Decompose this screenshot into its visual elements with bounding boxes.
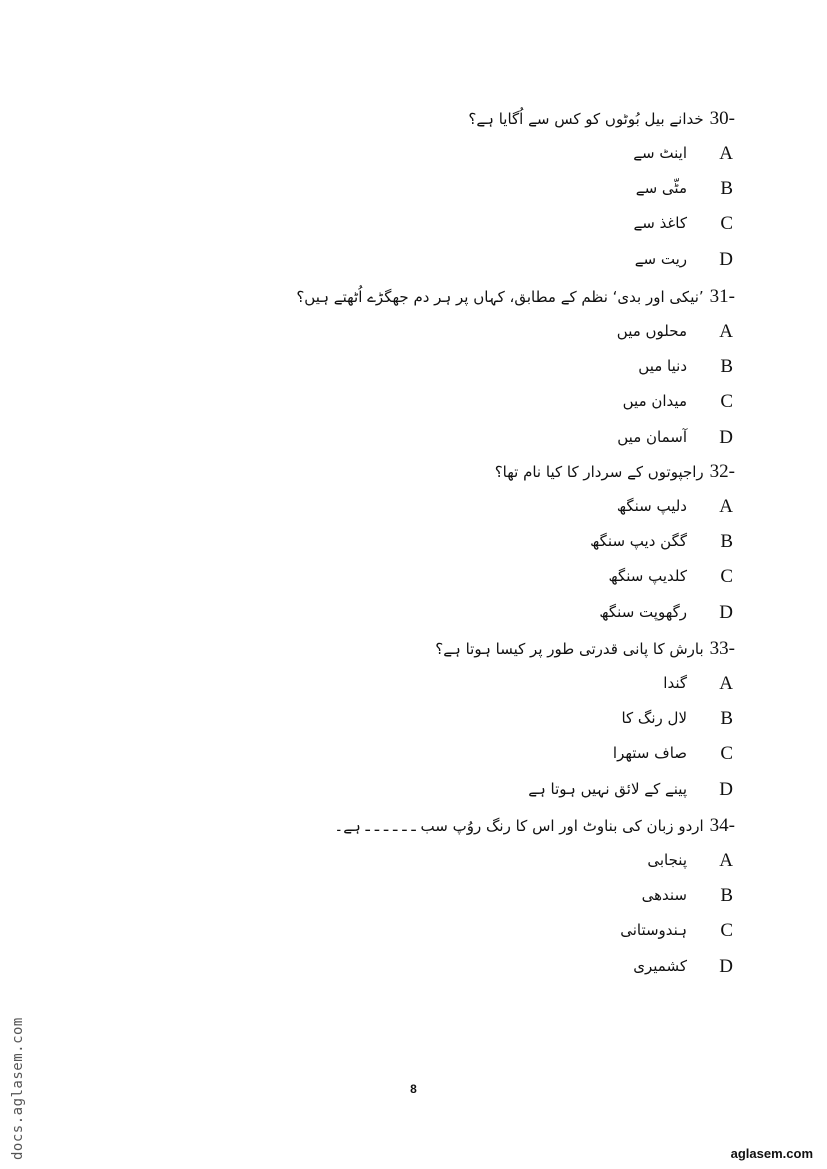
option-text: دنیا میں bbox=[638, 357, 687, 376]
option-b bbox=[296, 349, 735, 384]
option-d bbox=[495, 595, 735, 630]
question-31 bbox=[296, 280, 735, 455]
option-text: ہندوستانی bbox=[620, 921, 687, 940]
watermark: docs.aglasem.com bbox=[10, 1017, 26, 1160]
question-line bbox=[435, 632, 735, 666]
option-text: میدان میں bbox=[622, 392, 687, 411]
option-label: C bbox=[720, 213, 733, 235]
option-c bbox=[495, 559, 735, 594]
question-line bbox=[468, 102, 735, 136]
option-a bbox=[296, 314, 735, 349]
option-d bbox=[296, 420, 735, 455]
option-label: D bbox=[719, 955, 733, 977]
option-text: کلدیپ سنگھ bbox=[608, 567, 687, 586]
question-number: 33- bbox=[709, 638, 735, 659]
option-label: B bbox=[720, 708, 733, 730]
option-d bbox=[334, 949, 735, 984]
option-text: ریت سے bbox=[634, 249, 687, 268]
option-b bbox=[435, 701, 735, 736]
question-line bbox=[334, 809, 735, 843]
brand-link[interactable]: aglasem.com bbox=[730, 1146, 813, 1161]
option-label: A bbox=[719, 143, 733, 164]
page-number: 8 bbox=[410, 1082, 417, 1096]
question-33 bbox=[435, 632, 735, 807]
option-a bbox=[435, 666, 735, 701]
option-label: C bbox=[720, 920, 733, 942]
option-label: A bbox=[719, 673, 733, 694]
question-text: خدانے بیل بُوٹوں کو کس سے اُگایا ہے؟ bbox=[468, 110, 704, 128]
option-c bbox=[334, 913, 735, 948]
question-text: اردو زبان کی بناوٹ اور اس کا رنگ روُپ سب ـ ـ ـ ـ ـ ـ ہے۔ bbox=[334, 817, 704, 835]
option-a bbox=[495, 489, 735, 524]
option-a bbox=[468, 136, 735, 171]
option-text: صاف ستھرا bbox=[612, 744, 687, 763]
option-text: گگن دیپ سنگھ bbox=[590, 532, 687, 551]
option-text: پینے کے لائق نہیں ہوتا ہے bbox=[528, 779, 687, 798]
option-text: رگھوپت سنگھ bbox=[599, 602, 687, 621]
question-line bbox=[296, 280, 735, 314]
option-b bbox=[495, 524, 735, 559]
option-label: B bbox=[720, 356, 733, 378]
question-34 bbox=[334, 809, 735, 984]
question-text: ’نیکی اور بدی‘ نظم کے مطابق، کہاں پر ہر دم جھگڑے اُٹھتے ہیں؟ bbox=[296, 288, 704, 306]
option-b bbox=[334, 878, 735, 913]
question-text: راجپوتوں کے سردار کا کیا نام تھا؟ bbox=[494, 463, 704, 481]
option-b bbox=[468, 171, 735, 206]
option-label: A bbox=[719, 496, 733, 517]
option-label: B bbox=[720, 885, 733, 907]
option-c bbox=[296, 384, 735, 419]
option-label: B bbox=[720, 531, 733, 553]
option-text: آسمان میں bbox=[617, 427, 687, 446]
option-text: دلیپ سنگھ bbox=[616, 497, 687, 515]
option-text: محلوں میں bbox=[616, 322, 687, 340]
question-line bbox=[495, 455, 735, 489]
question-32 bbox=[495, 455, 735, 630]
option-label: D bbox=[719, 601, 733, 623]
option-c bbox=[435, 736, 735, 771]
option-a bbox=[334, 843, 735, 878]
option-text: مٹّی سے bbox=[635, 179, 687, 198]
question-number: 31- bbox=[709, 286, 735, 307]
option-d bbox=[435, 772, 735, 807]
option-label: A bbox=[719, 850, 733, 871]
option-label: A bbox=[719, 321, 733, 342]
option-label: D bbox=[719, 778, 733, 800]
option-label: B bbox=[720, 178, 733, 200]
option-label: D bbox=[719, 426, 733, 448]
question-30 bbox=[468, 102, 735, 277]
option-text: کشمیری bbox=[633, 956, 687, 975]
option-label: C bbox=[720, 743, 733, 765]
option-c bbox=[468, 206, 735, 241]
option-text: سندھی bbox=[641, 886, 687, 905]
question-text: بارش کا پانی قدرتی طور پر کیسا ہوتا ہے؟ bbox=[435, 640, 704, 658]
option-text: گندا bbox=[663, 674, 687, 692]
option-d bbox=[468, 242, 735, 277]
option-text: اینٹ سے bbox=[633, 144, 687, 162]
option-text: کاغذ سے bbox=[633, 214, 687, 233]
question-number: 30- bbox=[709, 108, 735, 129]
option-label: D bbox=[719, 248, 733, 270]
question-number: 34- bbox=[709, 815, 735, 836]
option-text: لال رنگ کا bbox=[621, 709, 687, 728]
question-number: 32- bbox=[709, 461, 735, 482]
option-text: پنجابی bbox=[647, 851, 687, 869]
option-label: C bbox=[720, 391, 733, 413]
option-label: C bbox=[720, 566, 733, 588]
